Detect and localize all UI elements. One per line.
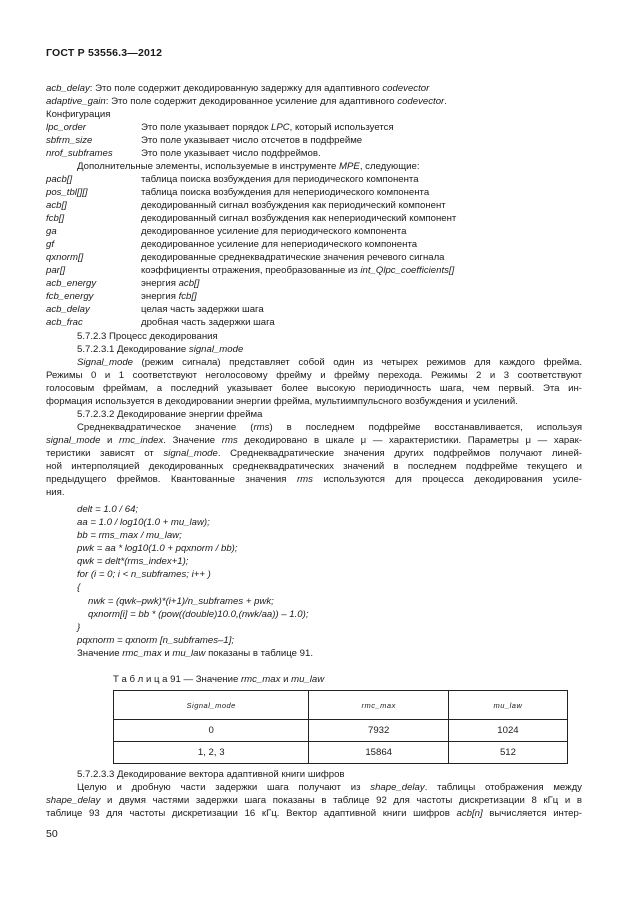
code-line: pqxnorm = qxnorm [n_subframes–1]; [77, 635, 235, 646]
paragraph-line: ния. [46, 487, 65, 498]
code-line: nwk = (qwk–pwk)*(i+1)/n_subframes + pwk; [88, 596, 274, 607]
table-header-cell: rmc_max [309, 691, 449, 720]
code-line: qxnorm[i] = bb * (pow((double)10.0,(nwk/aa)) – 1.0); [88, 609, 309, 620]
paragraph-line: signal_mode и rmc_index. Значение rms декодировано в шкале μ — характеристики. Параметры μ — харак- [46, 435, 582, 446]
table-header-row [114, 691, 568, 720]
table-cell: 7932 [309, 720, 449, 742]
table-cell: 15864 [309, 742, 449, 764]
table-caption: Т а б л и ц а 91 — Значение rmc_max и mu_law [113, 674, 325, 685]
aux-def: декодированный сигнал возбуждения как периодический компонент [141, 200, 446, 211]
aux-def: декодированное усиление для периодического компонента [141, 226, 407, 237]
aux-term: pos_tbl[][] [46, 187, 88, 198]
table-header-cell: mu_law [448, 691, 567, 720]
paragraph-line: Режимы 0 и 1 соответствуют неголосовому фрейму и фрейму перехода. Режимы 2 и 3 соответствуют [46, 370, 582, 381]
paragraph-line: предыдущего фреймов. Квантованные значения rms используются для процесса декодирования усиле- [46, 474, 582, 485]
section-heading: 5.7.2.3 Процесс декодирования [77, 331, 218, 342]
field-adaptive-gain: adaptive_gain: Это поле содержит декодированное усиление для адаптивного codevector. [46, 96, 447, 107]
paragraph-line: Целую и дробную части задержки шага получают из shape_delay. таблицы отображения между [77, 782, 582, 793]
table-cell: 1, 2, 3 [114, 742, 309, 764]
aux-def: энергия acb[] [141, 278, 200, 289]
aux-def: энергия fcb[] [141, 291, 197, 302]
section-heading: 5.7.2.3.3 Декодирование вектора адаптивной книги шифров [77, 769, 345, 780]
paragraph-line: голосовым фреймам, а последний указывает более высокую периодичность шага, чем первый. Эта ин- [46, 383, 582, 394]
paragraph-line: формация используется в декодировании энергии фрейма, мультиимпульсного возбуждения и усилений. [46, 396, 518, 407]
aux-term: acb_frac [46, 317, 83, 328]
config-def: Это поле указывает порядок LPC, который используется [141, 122, 394, 133]
paragraph-line: Среднеквадратическое значение (rms) в последнем подфрейме восстанавливается, используя [77, 422, 583, 433]
config-term: nrof_subframes [46, 148, 113, 159]
code-line: pwk = aa * log10(1.0 + pqxnorm / bb); [77, 543, 238, 554]
paragraph-line: таблице 93 для частоты дискретизации 16 кГц. Вектор адаптивной книги шифров acb[n] вычисляется интер- [46, 808, 583, 819]
aux-def: коэффициенты отражения, преобразованные из int_Qlpc_coefficients[] [141, 265, 455, 276]
config-term: lpc_order [46, 122, 86, 133]
after-code-text: Значение rmc_max и mu_law показаны в таблице 91. [77, 648, 313, 659]
paragraph-line: Signal_mode (режим сигнала) представляет собой один из четырех режимов для каждого фрейма. [77, 357, 582, 368]
table-91 [113, 690, 568, 764]
code-line: delt = 1.0 / 64; [77, 504, 139, 515]
paragraph-line: теристики зависят от signal_mode. Среднеквадратические значения других подфреймов получают линей- [46, 448, 582, 459]
aux-term: acb_delay [46, 304, 90, 315]
aux-term: par[] [46, 265, 66, 276]
aux-term: acb_energy [46, 278, 97, 289]
aux-def: таблица поиска возбуждения для периодического компонента [141, 174, 419, 185]
aux-term: ga [46, 226, 57, 237]
table-header-cell: Signal_mode [114, 691, 309, 720]
code-line: aa = 1.0 / log10(1.0 + mu_law); [77, 517, 210, 528]
config-def: Это поле указывает число отсчетов в подфрейме [141, 135, 363, 146]
table-cell: 0 [114, 720, 309, 742]
aux-def: целая часть задержки шага [141, 304, 264, 315]
aux-term: acb[] [46, 200, 67, 211]
code-line: } [77, 622, 81, 633]
field-acb-delay: acb_delay: Это поле содержит декодированную задержку для адаптивного codevector [46, 83, 430, 94]
table-row [114, 720, 568, 742]
paragraph-line: shape_delay и двумя частями задержки шага показаны в таблице 92 для частоты дискретизации 8 кГц и в [46, 795, 582, 806]
table-row [114, 742, 568, 764]
aux-term: fcb_energy [46, 291, 94, 302]
section-heading: 5.7.2.3.1 Декодирование signal_mode [77, 344, 244, 355]
aux-term: pacb[] [46, 174, 73, 185]
config-def: Это поле указывает число подфреймов. [141, 148, 321, 159]
section-heading: 5.7.2.3.2 Декодирование энергии фрейма [77, 409, 263, 420]
code-line: for (i = 0; i < n_subframes; i++ ) [77, 569, 211, 580]
aux-def: декодированные среднеквадратические значения речевого сигнала [141, 252, 445, 263]
document-header: ГОСТ Р 53556.3—2012 [46, 47, 163, 59]
paragraph-line: ной интерполяцией декодированных среднеквадратических значений в последнем подфрейме текущего и [46, 461, 582, 472]
config-label: Конфигурация [46, 109, 111, 120]
table-cell: 512 [448, 742, 567, 764]
page-number: 50 [46, 828, 58, 840]
aux-def: декодированное усиление для непериодического компонента [141, 239, 418, 250]
table-cell: 1024 [448, 720, 567, 742]
aux-def: декодированный сигнал возбуждения как непериодический компонент [141, 213, 457, 224]
aux-term: qxnorm[] [46, 252, 84, 263]
code-line: { [77, 582, 81, 593]
aux-intro: Дополнительные элементы, используемые в инструменте MPE, следующие: [77, 161, 420, 172]
code-line: bb = rms_max / mu_law; [77, 530, 182, 541]
aux-def: таблица поиска возбуждения для непериодического компонента [141, 187, 430, 198]
config-term: sbfrm_size [46, 135, 93, 146]
aux-term: fcb[] [46, 213, 65, 224]
code-line: qwk = delt*(rms_index+1); [77, 556, 189, 567]
aux-term: gf [46, 239, 55, 250]
aux-def: дробная часть задержки шага [141, 317, 275, 328]
